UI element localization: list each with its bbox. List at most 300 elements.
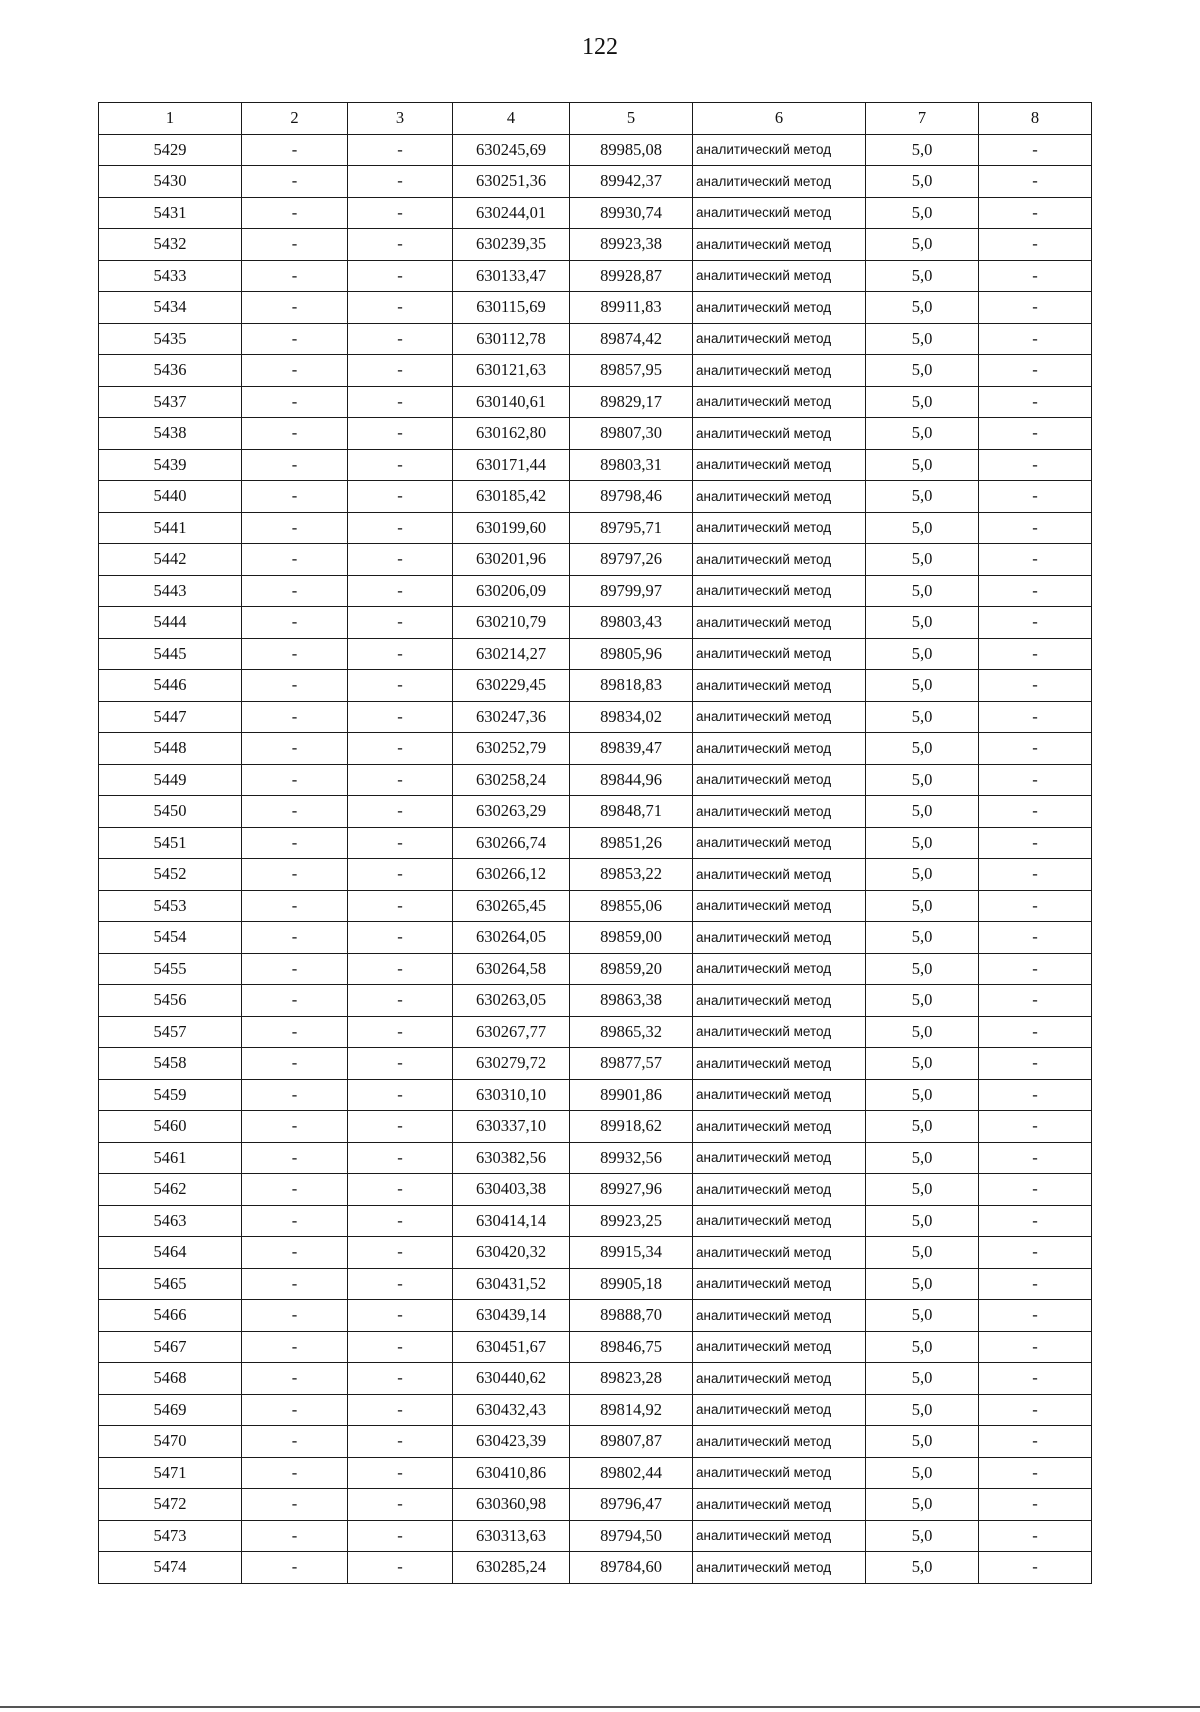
cell-accuracy: 5,0 xyxy=(866,292,979,324)
cell-method: аналитический метод xyxy=(693,1331,866,1363)
cell-point-number: 5456 xyxy=(99,985,242,1017)
cell-method: аналитический метод xyxy=(693,1048,866,1080)
cell-col-8: - xyxy=(979,481,1092,513)
cell-col-8: - xyxy=(979,1142,1092,1174)
cell-point-number: 5463 xyxy=(99,1205,242,1237)
cell-col-8: - xyxy=(979,1457,1092,1489)
cell-point-number: 5434 xyxy=(99,292,242,324)
cell-col-3: - xyxy=(348,1426,453,1458)
cell-method: аналитический метод xyxy=(693,1426,866,1458)
header-row xyxy=(99,103,1092,135)
cell-y-coordinate: 89784,60 xyxy=(570,1552,693,1584)
cell-col-2: - xyxy=(242,1079,348,1111)
cell-col-8: - xyxy=(979,1016,1092,1048)
table-row xyxy=(99,1457,1092,1489)
table-row xyxy=(99,575,1092,607)
cell-y-coordinate: 89905,18 xyxy=(570,1268,693,1300)
cell-accuracy: 5,0 xyxy=(866,985,979,1017)
cell-y-coordinate: 89923,38 xyxy=(570,229,693,261)
cell-method: аналитический метод xyxy=(693,134,866,166)
cell-accuracy: 5,0 xyxy=(866,1489,979,1521)
cell-col-3: - xyxy=(348,1048,453,1080)
cell-x-coordinate: 630214,27 xyxy=(453,638,570,670)
cell-y-coordinate: 89818,83 xyxy=(570,670,693,702)
cell-point-number: 5441 xyxy=(99,512,242,544)
cell-x-coordinate: 630337,10 xyxy=(453,1111,570,1143)
cell-x-coordinate: 630245,69 xyxy=(453,134,570,166)
cell-col-3: - xyxy=(348,733,453,765)
cell-accuracy: 5,0 xyxy=(866,197,979,229)
cell-point-number: 5471 xyxy=(99,1457,242,1489)
cell-col-8: - xyxy=(979,1205,1092,1237)
cell-col-3: - xyxy=(348,859,453,891)
cell-col-3: - xyxy=(348,134,453,166)
cell-col-8: - xyxy=(979,1394,1092,1426)
cell-method: аналитический метод xyxy=(693,670,866,702)
cell-col-2: - xyxy=(242,1520,348,1552)
cell-y-coordinate: 89814,92 xyxy=(570,1394,693,1426)
cell-accuracy: 5,0 xyxy=(866,922,979,954)
table-row xyxy=(99,1237,1092,1269)
table-row xyxy=(99,1489,1092,1521)
table-row xyxy=(99,481,1092,513)
cell-col-2: - xyxy=(242,512,348,544)
cell-col-2: - xyxy=(242,1552,348,1584)
cell-col-2: - xyxy=(242,134,348,166)
cell-method: аналитический метод xyxy=(693,1489,866,1521)
cell-y-coordinate: 89859,00 xyxy=(570,922,693,954)
cell-y-coordinate: 89807,30 xyxy=(570,418,693,450)
cell-col-8: - xyxy=(979,1300,1092,1332)
column-header: 1 xyxy=(99,103,242,135)
cell-col-8: - xyxy=(979,1426,1092,1458)
table-row xyxy=(99,355,1092,387)
table-row xyxy=(99,449,1092,481)
cell-col-2: - xyxy=(242,481,348,513)
cell-col-8: - xyxy=(979,670,1092,702)
cell-accuracy: 5,0 xyxy=(866,323,979,355)
cell-y-coordinate: 89798,46 xyxy=(570,481,693,513)
cell-x-coordinate: 630310,10 xyxy=(453,1079,570,1111)
cell-col-8: - xyxy=(979,638,1092,670)
cell-point-number: 5467 xyxy=(99,1331,242,1363)
cell-x-coordinate: 630432,43 xyxy=(453,1394,570,1426)
cell-accuracy: 5,0 xyxy=(866,386,979,418)
cell-x-coordinate: 630263,05 xyxy=(453,985,570,1017)
cell-col-8: - xyxy=(979,449,1092,481)
cell-col-8: - xyxy=(979,544,1092,576)
cell-col-3: - xyxy=(348,197,453,229)
cell-y-coordinate: 89851,26 xyxy=(570,827,693,859)
cell-x-coordinate: 630201,96 xyxy=(453,544,570,576)
cell-method: аналитический метод xyxy=(693,1520,866,1552)
cell-col-8: - xyxy=(979,1048,1092,1080)
cell-y-coordinate: 89796,47 xyxy=(570,1489,693,1521)
cell-col-8: - xyxy=(979,1331,1092,1363)
cell-x-coordinate: 630440,62 xyxy=(453,1363,570,1395)
cell-col-8: - xyxy=(979,827,1092,859)
cell-point-number: 5466 xyxy=(99,1300,242,1332)
cell-y-coordinate: 89805,96 xyxy=(570,638,693,670)
cell-accuracy: 5,0 xyxy=(866,166,979,198)
cell-accuracy: 5,0 xyxy=(866,229,979,261)
cell-col-2: - xyxy=(242,544,348,576)
cell-accuracy: 5,0 xyxy=(866,1142,979,1174)
cell-point-number: 5457 xyxy=(99,1016,242,1048)
cell-point-number: 5450 xyxy=(99,796,242,828)
cell-accuracy: 5,0 xyxy=(866,701,979,733)
cell-col-2: - xyxy=(242,386,348,418)
cell-y-coordinate: 89865,32 xyxy=(570,1016,693,1048)
cell-y-coordinate: 89846,75 xyxy=(570,1331,693,1363)
cell-accuracy: 5,0 xyxy=(866,1048,979,1080)
cell-y-coordinate: 89985,08 xyxy=(570,134,693,166)
cell-col-3: - xyxy=(348,1205,453,1237)
cell-point-number: 5464 xyxy=(99,1237,242,1269)
cell-method: аналитический метод xyxy=(693,575,866,607)
cell-method: аналитический метод xyxy=(693,922,866,954)
cell-x-coordinate: 630285,24 xyxy=(453,1552,570,1584)
cell-col-8: - xyxy=(979,1079,1092,1111)
cell-col-3: - xyxy=(348,1300,453,1332)
cell-y-coordinate: 89855,06 xyxy=(570,890,693,922)
cell-accuracy: 5,0 xyxy=(866,1520,979,1552)
cell-y-coordinate: 89857,95 xyxy=(570,355,693,387)
cell-accuracy: 5,0 xyxy=(866,1268,979,1300)
cell-col-2: - xyxy=(242,1363,348,1395)
cell-point-number: 5461 xyxy=(99,1142,242,1174)
cell-y-coordinate: 89888,70 xyxy=(570,1300,693,1332)
cell-accuracy: 5,0 xyxy=(866,1457,979,1489)
cell-y-coordinate: 89911,83 xyxy=(570,292,693,324)
cell-col-2: - xyxy=(242,355,348,387)
cell-col-2: - xyxy=(242,1174,348,1206)
table-row xyxy=(99,638,1092,670)
cell-col-2: - xyxy=(242,575,348,607)
cell-col-3: - xyxy=(348,764,453,796)
cell-col-2: - xyxy=(242,1205,348,1237)
cell-accuracy: 5,0 xyxy=(866,544,979,576)
cell-col-8: - xyxy=(979,323,1092,355)
cell-col-8: - xyxy=(979,229,1092,261)
cell-col-3: - xyxy=(348,260,453,292)
cell-method: аналитический метод xyxy=(693,796,866,828)
cell-y-coordinate: 89853,22 xyxy=(570,859,693,891)
table-row xyxy=(99,985,1092,1017)
cell-x-coordinate: 630252,79 xyxy=(453,733,570,765)
cell-col-3: - xyxy=(348,323,453,355)
cell-col-8: - xyxy=(979,890,1092,922)
cell-col-3: - xyxy=(348,890,453,922)
cell-col-3: - xyxy=(348,1142,453,1174)
cell-method: аналитический метод xyxy=(693,1300,866,1332)
table-row xyxy=(99,859,1092,891)
cell-col-3: - xyxy=(348,1394,453,1426)
cell-col-2: - xyxy=(242,796,348,828)
cell-y-coordinate: 89795,71 xyxy=(570,512,693,544)
cell-col-3: - xyxy=(348,1520,453,1552)
cell-x-coordinate: 630410,86 xyxy=(453,1457,570,1489)
cell-point-number: 5432 xyxy=(99,229,242,261)
cell-x-coordinate: 630263,29 xyxy=(453,796,570,828)
cell-y-coordinate: 89877,57 xyxy=(570,1048,693,1080)
cell-y-coordinate: 89915,34 xyxy=(570,1237,693,1269)
cell-col-3: - xyxy=(348,229,453,261)
cell-accuracy: 5,0 xyxy=(866,1237,979,1269)
cell-y-coordinate: 89834,02 xyxy=(570,701,693,733)
cell-method: аналитический метод xyxy=(693,1205,866,1237)
cell-x-coordinate: 630264,58 xyxy=(453,953,570,985)
cell-col-8: - xyxy=(979,260,1092,292)
cell-accuracy: 5,0 xyxy=(866,1426,979,1458)
cell-col-3: - xyxy=(348,670,453,702)
cell-y-coordinate: 89803,43 xyxy=(570,607,693,639)
cell-point-number: 5444 xyxy=(99,607,242,639)
cell-col-2: - xyxy=(242,1237,348,1269)
cell-col-8: - xyxy=(979,796,1092,828)
table-row xyxy=(99,953,1092,985)
cell-accuracy: 5,0 xyxy=(866,512,979,544)
cell-point-number: 5435 xyxy=(99,323,242,355)
cell-method: аналитический метод xyxy=(693,481,866,513)
cell-x-coordinate: 630360,98 xyxy=(453,1489,570,1521)
page-bottom-edge xyxy=(0,1706,1200,1708)
cell-y-coordinate: 89823,28 xyxy=(570,1363,693,1395)
cell-method: аналитический метод xyxy=(693,1552,866,1584)
table-row xyxy=(99,229,1092,261)
cell-x-coordinate: 630140,61 xyxy=(453,386,570,418)
cell-x-coordinate: 630206,09 xyxy=(453,575,570,607)
cell-col-2: - xyxy=(242,323,348,355)
cell-point-number: 5469 xyxy=(99,1394,242,1426)
table-row xyxy=(99,1048,1092,1080)
cell-x-coordinate: 630258,24 xyxy=(453,764,570,796)
cell-method: аналитический метод xyxy=(693,1079,866,1111)
cell-col-8: - xyxy=(979,292,1092,324)
cell-method: аналитический метод xyxy=(693,953,866,985)
table-row xyxy=(99,1300,1092,1332)
cell-x-coordinate: 630239,35 xyxy=(453,229,570,261)
cell-col-3: - xyxy=(348,985,453,1017)
cell-method: аналитический метод xyxy=(693,323,866,355)
cell-x-coordinate: 630265,45 xyxy=(453,890,570,922)
cell-method: аналитический метод xyxy=(693,985,866,1017)
cell-col-8: - xyxy=(979,512,1092,544)
cell-y-coordinate: 89863,38 xyxy=(570,985,693,1017)
cell-method: аналитический метод xyxy=(693,229,866,261)
cell-y-coordinate: 89923,25 xyxy=(570,1205,693,1237)
cell-col-8: - xyxy=(979,1237,1092,1269)
cell-col-3: - xyxy=(348,481,453,513)
cell-y-coordinate: 89848,71 xyxy=(570,796,693,828)
table-row xyxy=(99,1520,1092,1552)
cell-point-number: 5451 xyxy=(99,827,242,859)
table-row xyxy=(99,922,1092,954)
cell-col-2: - xyxy=(242,859,348,891)
table-row xyxy=(99,1111,1092,1143)
table-row xyxy=(99,1363,1092,1395)
cell-method: аналитический метод xyxy=(693,197,866,229)
cell-point-number: 5472 xyxy=(99,1489,242,1521)
cell-method: аналитический метод xyxy=(693,1457,866,1489)
table-row xyxy=(99,418,1092,450)
cell-col-3: - xyxy=(348,1331,453,1363)
cell-accuracy: 5,0 xyxy=(866,1079,979,1111)
cell-col-3: - xyxy=(348,292,453,324)
cell-point-number: 5453 xyxy=(99,890,242,922)
cell-col-2: - xyxy=(242,166,348,198)
cell-method: аналитический метод xyxy=(693,512,866,544)
cell-col-3: - xyxy=(348,166,453,198)
cell-x-coordinate: 630439,14 xyxy=(453,1300,570,1332)
table-row xyxy=(99,796,1092,828)
cell-x-coordinate: 630420,32 xyxy=(453,1237,570,1269)
cell-x-coordinate: 630414,14 xyxy=(453,1205,570,1237)
cell-point-number: 5462 xyxy=(99,1174,242,1206)
cell-x-coordinate: 630229,45 xyxy=(453,670,570,702)
cell-x-coordinate: 630244,01 xyxy=(453,197,570,229)
cell-accuracy: 5,0 xyxy=(866,355,979,387)
cell-col-2: - xyxy=(242,1426,348,1458)
cell-point-number: 5447 xyxy=(99,701,242,733)
cell-point-number: 5433 xyxy=(99,260,242,292)
cell-y-coordinate: 89927,96 xyxy=(570,1174,693,1206)
cell-accuracy: 5,0 xyxy=(866,1363,979,1395)
cell-col-3: - xyxy=(348,418,453,450)
cell-point-number: 5465 xyxy=(99,1268,242,1300)
cell-method: аналитический метод xyxy=(693,260,866,292)
cell-col-8: - xyxy=(979,1268,1092,1300)
cell-accuracy: 5,0 xyxy=(866,449,979,481)
table-row xyxy=(99,733,1092,765)
cell-col-2: - xyxy=(242,292,348,324)
cell-x-coordinate: 630279,72 xyxy=(453,1048,570,1080)
cell-x-coordinate: 630451,67 xyxy=(453,1331,570,1363)
cell-method: аналитический метод xyxy=(693,1394,866,1426)
cell-col-2: - xyxy=(242,1142,348,1174)
table-row xyxy=(99,386,1092,418)
cell-point-number: 5438 xyxy=(99,418,242,450)
cell-y-coordinate: 89802,44 xyxy=(570,1457,693,1489)
cell-point-number: 5459 xyxy=(99,1079,242,1111)
table-row xyxy=(99,512,1092,544)
table-row xyxy=(99,134,1092,166)
cell-col-2: - xyxy=(242,953,348,985)
table-row xyxy=(99,827,1092,859)
cell-col-3: - xyxy=(348,1489,453,1521)
cell-y-coordinate: 89829,17 xyxy=(570,386,693,418)
cell-point-number: 5452 xyxy=(99,859,242,891)
cell-col-8: - xyxy=(979,953,1092,985)
cell-method: аналитический метод xyxy=(693,418,866,450)
cell-col-3: - xyxy=(348,1174,453,1206)
cell-col-8: - xyxy=(979,166,1092,198)
cell-accuracy: 5,0 xyxy=(866,575,979,607)
cell-method: аналитический метод xyxy=(693,1174,866,1206)
cell-accuracy: 5,0 xyxy=(866,481,979,513)
cell-method: аналитический метод xyxy=(693,859,866,891)
cell-x-coordinate: 630264,05 xyxy=(453,922,570,954)
cell-y-coordinate: 89930,74 xyxy=(570,197,693,229)
cell-col-8: - xyxy=(979,607,1092,639)
cell-x-coordinate: 630266,12 xyxy=(453,859,570,891)
cell-point-number: 5429 xyxy=(99,134,242,166)
cell-x-coordinate: 630247,36 xyxy=(453,701,570,733)
cell-col-2: - xyxy=(242,1331,348,1363)
cell-col-3: - xyxy=(348,575,453,607)
cell-method: аналитический метод xyxy=(693,1363,866,1395)
cell-col-2: - xyxy=(242,1300,348,1332)
cell-col-8: - xyxy=(979,134,1092,166)
cell-accuracy: 5,0 xyxy=(866,1111,979,1143)
cell-point-number: 5458 xyxy=(99,1048,242,1080)
table-row xyxy=(99,260,1092,292)
cell-x-coordinate: 630313,63 xyxy=(453,1520,570,1552)
cell-y-coordinate: 89839,47 xyxy=(570,733,693,765)
cell-col-3: - xyxy=(348,1237,453,1269)
cell-col-2: - xyxy=(242,638,348,670)
cell-col-8: - xyxy=(979,1174,1092,1206)
cell-accuracy: 5,0 xyxy=(866,859,979,891)
table-row xyxy=(99,1205,1092,1237)
cell-col-3: - xyxy=(348,386,453,418)
cell-col-8: - xyxy=(979,922,1092,954)
cell-col-8: - xyxy=(979,418,1092,450)
cell-x-coordinate: 630251,36 xyxy=(453,166,570,198)
cell-point-number: 5436 xyxy=(99,355,242,387)
cell-accuracy: 5,0 xyxy=(866,1552,979,1584)
cell-x-coordinate: 630210,79 xyxy=(453,607,570,639)
cell-col-2: - xyxy=(242,1268,348,1300)
cell-point-number: 5431 xyxy=(99,197,242,229)
cell-col-2: - xyxy=(242,197,348,229)
cell-point-number: 5470 xyxy=(99,1426,242,1458)
table-row xyxy=(99,1174,1092,1206)
table-row xyxy=(99,1426,1092,1458)
cell-point-number: 5430 xyxy=(99,166,242,198)
cell-col-3: - xyxy=(348,1016,453,1048)
cell-x-coordinate: 630171,44 xyxy=(453,449,570,481)
cell-method: аналитический метод xyxy=(693,355,866,387)
cell-x-coordinate: 630112,78 xyxy=(453,323,570,355)
cell-y-coordinate: 89859,20 xyxy=(570,953,693,985)
table-row xyxy=(99,323,1092,355)
table-row xyxy=(99,701,1092,733)
cell-x-coordinate: 630133,47 xyxy=(453,260,570,292)
cell-col-2: - xyxy=(242,1457,348,1489)
table-row xyxy=(99,544,1092,576)
cell-accuracy: 5,0 xyxy=(866,607,979,639)
table-row xyxy=(99,764,1092,796)
cell-method: аналитический метод xyxy=(693,607,866,639)
cell-col-3: - xyxy=(348,1552,453,1584)
cell-accuracy: 5,0 xyxy=(866,1016,979,1048)
cell-col-2: - xyxy=(242,1016,348,1048)
cell-method: аналитический метод xyxy=(693,733,866,765)
cell-point-number: 5437 xyxy=(99,386,242,418)
cell-col-2: - xyxy=(242,1111,348,1143)
cell-point-number: 5474 xyxy=(99,1552,242,1584)
cell-col-3: - xyxy=(348,607,453,639)
cell-y-coordinate: 89942,37 xyxy=(570,166,693,198)
cell-x-coordinate: 630115,69 xyxy=(453,292,570,324)
cell-method: аналитический метод xyxy=(693,1111,866,1143)
cell-method: аналитический метод xyxy=(693,449,866,481)
cell-accuracy: 5,0 xyxy=(866,1205,979,1237)
cell-point-number: 5473 xyxy=(99,1520,242,1552)
cell-method: аналитический метод xyxy=(693,1268,866,1300)
cell-point-number: 5443 xyxy=(99,575,242,607)
